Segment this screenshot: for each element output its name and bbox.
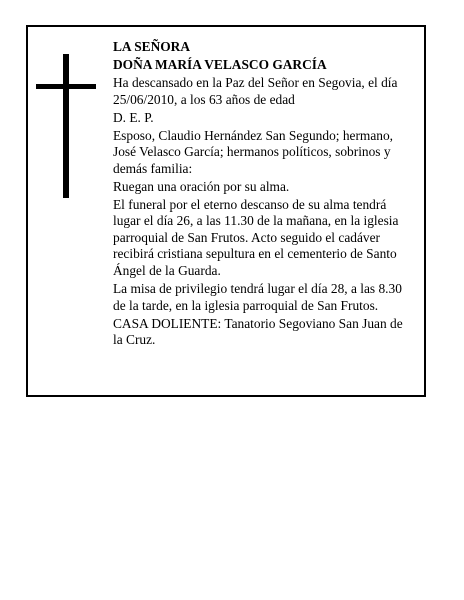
- notice-paragraph-dep: D. E. P.: [113, 109, 154, 125]
- notice-title-2: DOÑA MARÍA VELASCO GARCÍA: [113, 56, 327, 72]
- notice-paragraph-prayer: Ruegan una oración por su alma.: [113, 178, 290, 194]
- cross-icon: [36, 54, 96, 198]
- notice-paragraph-funeral: El funeral por el eterno descanso de su alma tendrá lugar el día 26, a las 11.30 de la mañana, en la iglesia parroquial de San Frutos. Acto seguido el cadáver recibirá cristiana sepultura en el cementerio de Santo Ángel de la Guarda.: [113, 196, 399, 279]
- notice-title-1: LA SEÑORA: [113, 39, 191, 54]
- notice-paragraph-family: Esposo, Claudio Hernández San Segundo; hermano, José Velasco García; hermanos políticos, sobrinos y demás familia:: [113, 127, 394, 176]
- notice-paragraph-mass: La misa de privilegio tendrá lugar el día 28, a las 8.30 de la tarde, en la iglesia parroquial de San Frutos.: [113, 281, 402, 313]
- cross-vertical-bar: [63, 54, 69, 198]
- notice-paragraph-mourning-house: CASA DOLIENTE: Tanatorio Segoviano San Juan de la Cruz.: [113, 315, 403, 348]
- cross-horizontal-bar: [36, 84, 96, 89]
- notice-paragraph-death: Ha descansado en la Paz del Señor en Segovia, el día 25/06/2010, a los 63 años de edad: [113, 74, 398, 107]
- obituary-text: [113, 39, 415, 350]
